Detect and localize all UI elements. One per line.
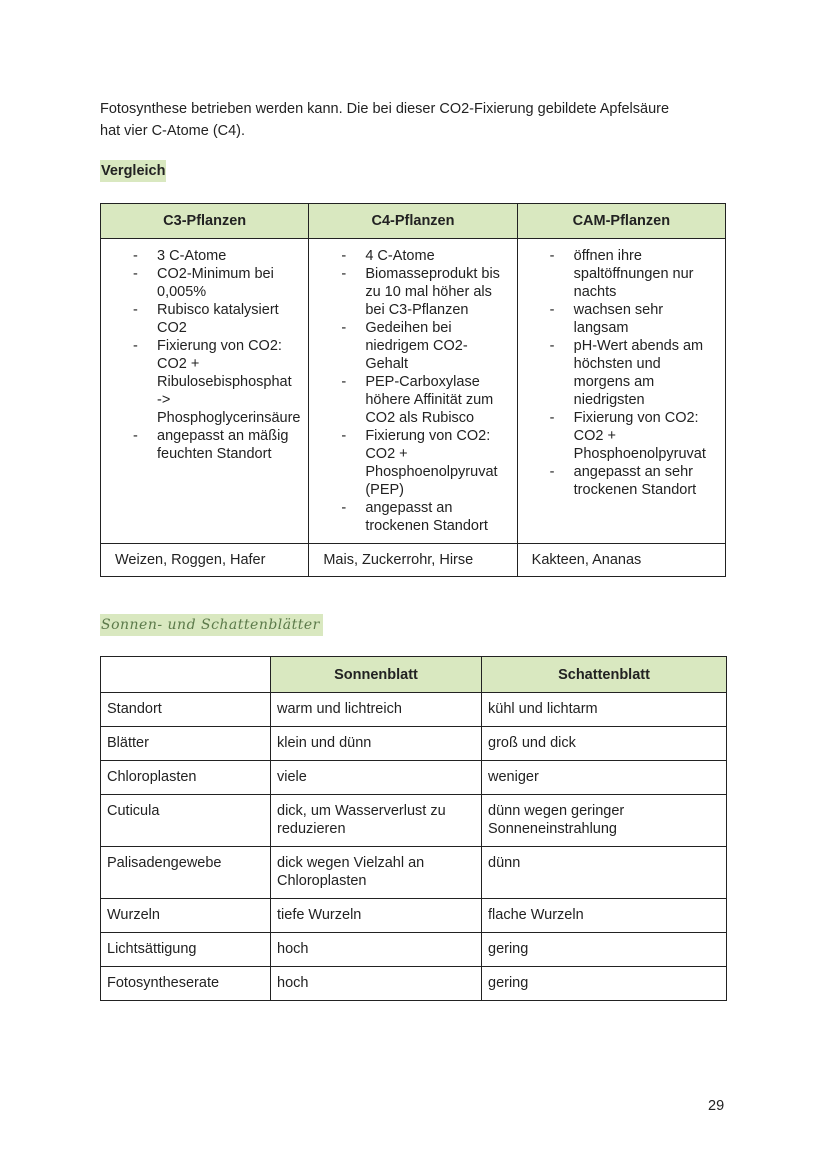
- trait-list-item: [524, 247, 719, 301]
- schattenblatt-value: gering: [482, 933, 727, 967]
- intro-line-2: hat vier C-Atome (C4).: [100, 123, 246, 139]
- trait-text: 4 C-Atome: [365, 248, 435, 264]
- table-row: [101, 795, 727, 847]
- row-label: Lichtsättigung: [101, 933, 271, 967]
- trait-list-item: [524, 301, 719, 337]
- sonnenblatt-value: warm und lichtreich: [271, 693, 482, 727]
- row-label: Fotosyntheserate: [101, 967, 271, 1001]
- bullet-dash-icon: -: [341, 266, 347, 282]
- trait-list-item: [524, 337, 719, 409]
- trait-list-item: [107, 247, 302, 265]
- sonnenblatt-value: tiefe Wurzeln: [271, 899, 482, 933]
- trait-list-item: [315, 319, 510, 373]
- bullet-dash-icon: -: [133, 302, 138, 318]
- trait-text: pH-Wert abends am höchsten und morgens am niedrigsten: [573, 338, 704, 408]
- bullet-dash-icon: -: [341, 248, 347, 264]
- table-row: [101, 967, 727, 1001]
- trait-list-item: [315, 265, 510, 319]
- schattenblatt-value: flache Wurzeln: [482, 899, 727, 933]
- schattenblatt-value: dünn: [482, 847, 727, 899]
- trait-list-item: [315, 427, 510, 499]
- trait-text: Biomasseprodukt bis zu 10 mal höher als bei C3-Pflanzen: [365, 266, 500, 318]
- trait-text: angepasst an mäßig feuchten Standort: [157, 428, 289, 462]
- page-number: 29: [708, 1098, 725, 1114]
- intro-line-1: Fotosynthese betrieben werden kann. Die bei dieser CO2-Fixierung gebildete Apfelsäure: [100, 101, 670, 117]
- bullet-dash-icon: -: [549, 410, 555, 426]
- trait-list-item: [315, 499, 510, 535]
- trait-list-item: [107, 337, 302, 427]
- c3-traits-list: [107, 247, 302, 463]
- leaf-header-row: [101, 657, 727, 693]
- trait-text: 3 C-Atome: [157, 248, 227, 264]
- bullet-dash-icon: -: [549, 302, 555, 318]
- table-row: [101, 727, 727, 761]
- comparison-traits-row: [101, 239, 726, 544]
- header-c4: C4-Pflanzen: [309, 204, 517, 239]
- trait-list-item: [107, 427, 302, 463]
- trait-text: Gedeihen bei niedrigem CO2-Gehalt: [365, 320, 468, 372]
- schattenblatt-value: weniger: [482, 761, 727, 795]
- schattenblatt-value: kühl und lichtarm: [482, 693, 727, 727]
- comparison-examples-row: [101, 544, 726, 577]
- row-label: Palisadengewebe: [101, 847, 271, 899]
- trait-text: CO2-Minimum bei 0,005%: [157, 266, 274, 300]
- section-title-sun-shade: Sonnen- und Schattenblätter: [100, 614, 323, 636]
- c4-examples: Mais, Zuckerrohr, Hirse: [309, 544, 517, 577]
- sonnenblatt-value: hoch: [271, 933, 482, 967]
- comparison-table: [100, 203, 726, 577]
- c4-traits-list: [315, 247, 510, 535]
- trait-text: Fixierung von CO2: CO2 + Phosphoenolpyruvat (PEP): [365, 428, 498, 498]
- trait-text: öffnen ihre spaltöffnungen nur nachts: [573, 248, 694, 300]
- schattenblatt-value: dünn wegen geringer Sonneneinstrahlung: [482, 795, 727, 847]
- trait-text: wachsen sehr langsam: [573, 302, 664, 336]
- trait-list-item: [524, 409, 719, 463]
- sonnenblatt-value: hoch: [271, 967, 482, 1001]
- trait-text: angepasst an sehr trockenen Standort: [573, 464, 697, 498]
- header-empty: [101, 657, 271, 693]
- bullet-dash-icon: -: [549, 338, 555, 354]
- trait-list-item: [315, 247, 510, 265]
- header-c3: C3-Pflanzen: [101, 204, 309, 239]
- c3-examples: Weizen, Roggen, Hafer: [101, 544, 309, 577]
- trait-list-item: [107, 301, 302, 337]
- trait-text: Fixierung von CO2: CO2 + Phosphoenolpyruvat: [573, 410, 706, 462]
- trait-list-item: [524, 463, 719, 499]
- sonnenblatt-value: viele: [271, 761, 482, 795]
- bullet-dash-icon: -: [549, 248, 555, 264]
- trait-list-item: [107, 265, 302, 301]
- bullet-dash-icon: -: [341, 320, 347, 336]
- bullet-dash-icon: -: [133, 338, 138, 354]
- header-sonnenblatt: Sonnenblatt: [271, 657, 482, 693]
- trait-list-item: [315, 373, 510, 427]
- bullet-dash-icon: -: [133, 248, 138, 264]
- schattenblatt-value: gering: [482, 967, 727, 1001]
- bullet-dash-icon: -: [549, 464, 555, 480]
- leaf-comparison-table: [100, 656, 727, 1001]
- sonnenblatt-value: klein und dünn: [271, 727, 482, 761]
- row-label: Cuticula: [101, 795, 271, 847]
- c3-traits-cell: [101, 239, 309, 544]
- row-label: Wurzeln: [101, 899, 271, 933]
- trait-text: PEP-Carboxylase höhere Affinität zum CO2 als Rubisco: [365, 374, 494, 426]
- trait-text: Fixierung von CO2: CO2 + Ribulosebisphosphat -> Phosphoglycerinsäure: [157, 338, 301, 426]
- table-row: [101, 899, 727, 933]
- header-cam: CAM-Pflanzen: [517, 204, 725, 239]
- bullet-dash-icon: -: [133, 428, 138, 444]
- sonnenblatt-value: dick wegen Vielzahl an Chloroplasten: [271, 847, 482, 899]
- row-label: Blätter: [101, 727, 271, 761]
- c4-traits-cell: [309, 239, 517, 544]
- leaf-table-body: [101, 693, 727, 1001]
- cam-traits-list: [524, 247, 719, 499]
- row-label: Standort: [101, 693, 271, 727]
- bullet-dash-icon: -: [133, 266, 138, 282]
- header-schattenblatt: Schattenblatt: [482, 657, 727, 693]
- table-row: [101, 847, 727, 899]
- table-row: [101, 933, 727, 967]
- table-row: [101, 761, 727, 795]
- comparison-header-row: [101, 204, 726, 239]
- bullet-dash-icon: -: [341, 500, 347, 516]
- trait-text: angepasst an trockenen Standort: [365, 500, 488, 534]
- schattenblatt-value: groß und dick: [482, 727, 727, 761]
- bullet-dash-icon: -: [341, 428, 347, 444]
- sonnenblatt-value: dick, um Wasserverlust zu reduzieren: [271, 795, 482, 847]
- table-row: [101, 693, 727, 727]
- trait-text: Rubisco katalysiert CO2: [157, 302, 279, 336]
- bullet-dash-icon: -: [341, 374, 347, 390]
- comparison-heading: Vergleich: [100, 160, 166, 182]
- row-label: Chloroplasten: [101, 761, 271, 795]
- cam-examples: Kakteen, Ananas: [517, 544, 725, 577]
- intro-paragraph: [100, 98, 740, 142]
- cam-traits-cell: [517, 239, 725, 544]
